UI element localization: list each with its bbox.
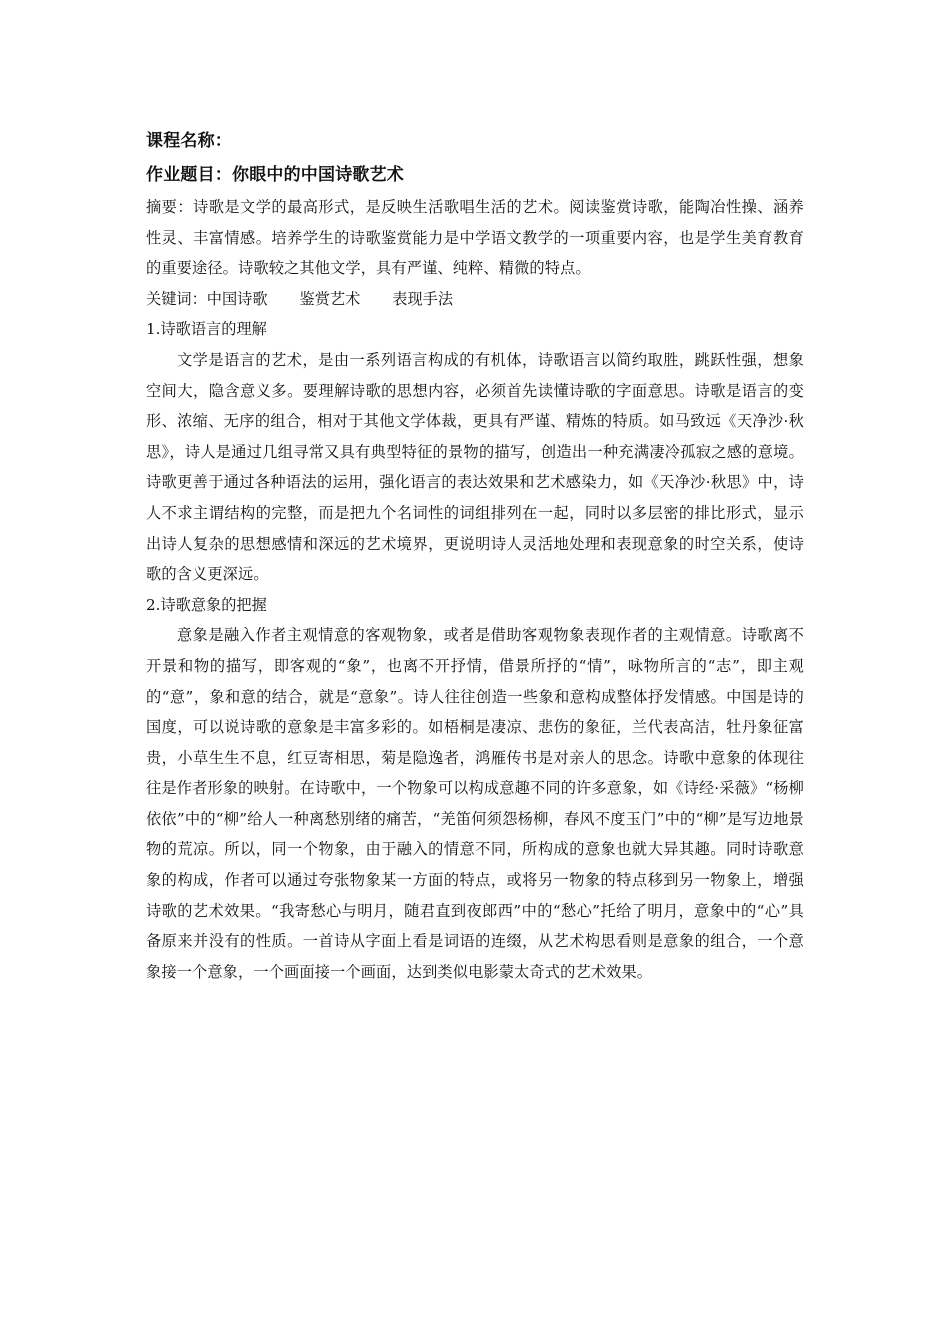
keyword-item: 鉴赏艺术 xyxy=(299,289,361,308)
section-body-2: 意象是融入作者主观情意的客观物象，或者是借助客观物象表现作者的主观情意。诗歌离不开景和物的描写，即客观的“象”，也离不开抒情，借景所抒的“情”，咏物所言的“志”，即主观的“意”，象和意的结合，就是“意象”。诗人往往创造一些象和意构成整体抒发情感。中国是诗的国度，可以说诗歌的意象是丰富多彩的。如梧桐是凄凉、悲伤的象征，兰代表高洁，牡丹象征富贵，小草生生不息，红豆寄相思，菊是隐逸者，鸿雁传书是对亲人的思念。诗歌中意象的体现往往是作者形象的映射。在诗歌中，一个物象可以构成意趣不同的许多意象，如《诗经·采薇》“杨柳依依”中的“柳”给人一种离愁别绪的痛苦，“羌笛何须怨杨柳，春风不度玉门”中的“柳”是写边地景物的荒凉。所以，同一个物象，由于融入的情意不同，所构成的意象也就大异其趣。同时诗歌意象的构成，作者可以通过夸张物象某一方面的特点，或将另一物象的特点移到另一物象上，增强诗歌的艺术效果。“我寄愁心与明月，随君直到夜郎西”中的“愁心”托给了明月，意象中的“心”具备原来并没有的性质。一首诗从字面上看是词语的连缀，从艺术构思看则是意象的组合，一个意象接一个意象，一个画面接一个画面，达到类似电影蒙太奇式的艺术效果。 xyxy=(146,626,804,981)
section-body-1: 文学是语言的艺术，是由一系列语言构成的有机体，诗歌语言以简约取胜，跳跃性强，想象空间大，隐含意义多。要理解诗歌的思想内容，必须首先读懂诗歌的字面意思。诗歌是语言的变形、浓缩、无序的组合，相对于其他文学体裁，更具有严谨、精炼的特质。如马致远《天净沙·秋思》，诗人是通过几组寻常又具有典型特征的景物的描写，创造出一种充满凄冷孤寂之感的意境。诗歌更善于通过各种语法的运用，强化语言的表达效果和艺术感染力，如《天净沙·秋思》中，诗人不求主谓结构的完整，而是把九个名词性的词组排列在一起，同时以多层密的排比形式，显示出诗人复杂的思想感情和深远的艺术境界，更说明诗人灵活地处理和表现意象的时空关系，使诗歌的含义更深远。 xyxy=(146,350,804,584)
section-heading-2: 2.诗歌意象的把握 xyxy=(146,595,267,614)
keywords-line xyxy=(146,284,804,315)
keyword-item: 中国诗歌 xyxy=(206,289,268,308)
keyword-item: 表现手法 xyxy=(392,289,453,308)
keywords-label: 关键词： xyxy=(146,289,207,308)
course-name-label: 课程名称： xyxy=(146,131,232,151)
section-heading-1: 1.诗歌语言的理解 xyxy=(146,320,267,339)
abstract-paragraph: 摘要：诗歌是文学的最高形式，是反映生活歌唱生活的艺术。阅读鉴赏诗歌，能陶冶性操、涵养性灵、丰富情感。培养学生的诗歌鉴赏能力是中学语文教学的一项重要内容，也是学生美育教育的重要途径。诗歌较之其他文学，具有严谨、纯粹、精微的特点。 xyxy=(146,198,804,278)
document-page xyxy=(146,118,804,987)
assignment-title: 作业题目：你眼中的中国诗歌艺术 xyxy=(146,165,404,185)
